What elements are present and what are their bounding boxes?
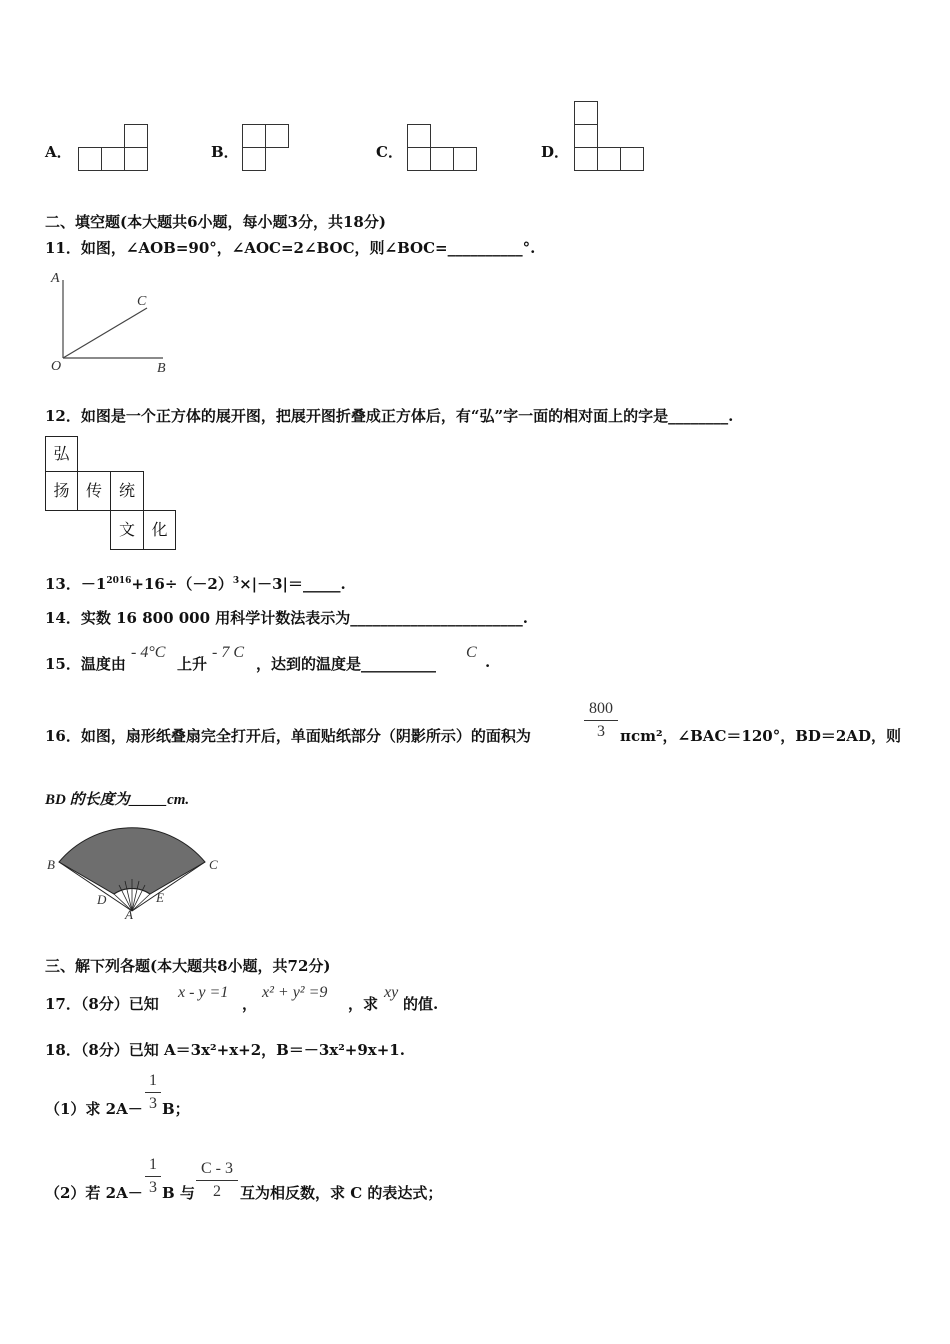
question-11-text: 11．如图，∠AOB=90°，∠AOC=2∠BOC，则∠BOC=__________°. <box>45 239 536 257</box>
question-15-end: . <box>485 653 491 671</box>
fan-figure <box>45 818 225 922</box>
question-13-text: 13．$-1^{2016}+16\div(-2)^3\times|-3|=\_\_\_\_\_$. <box>45 575 346 593</box>
net-cell: 弘 <box>45 436 78 472</box>
option-c-figure <box>407 124 479 172</box>
question-18-sub2-fraction2: C - 3 2 <box>196 1160 238 1201</box>
question-17-part2: ，求 <box>348 995 379 1013</box>
section-3-title: 三、解下列各题(本大题共8小题，共72分) <box>45 957 331 975</box>
point-o-label: O <box>51 359 62 374</box>
section-2-title: 二、填空题(本大题共6小题，每小题3分，共18分) <box>45 213 386 231</box>
option-b-label: B． <box>211 143 239 161</box>
question-15-temp2: - 7 C <box>212 644 244 661</box>
option-c-label: C． <box>376 143 403 161</box>
question-18-text: 18．（8分）已知 A＝3x²+x+2，B＝－3x²+9x+1. <box>45 1041 405 1059</box>
option-d-label: D． <box>541 143 570 161</box>
net-cell: 扬 <box>45 471 78 511</box>
question-16-fraction: 800 3 <box>584 700 618 741</box>
question-17-eq2: x² + y² =9 <box>262 984 328 1001</box>
net-cell: 传 <box>77 471 111 511</box>
fan-label-d: D <box>97 892 107 907</box>
net-cell: 统 <box>110 471 144 511</box>
point-a-label: A <box>51 271 60 286</box>
question-18-sub1-suffix: B； <box>162 1100 190 1118</box>
question-17-part1: 17．（8分）已知 <box>45 995 159 1013</box>
question-18-sub1-fraction: 1 3 <box>145 1072 161 1113</box>
fan-label-c: C <box>209 857 218 872</box>
fan-label-a: A <box>125 907 133 922</box>
question-15-part2: 上升 <box>177 655 208 673</box>
option-d-figure <box>574 101 646 173</box>
question-18-sub2-suffix: 互为相反数，求 C 的表达式； <box>240 1184 443 1202</box>
question-15-part1: 15．温度由 <box>45 655 126 673</box>
question-17-sep: ， <box>242 995 258 1013</box>
question-16-part2: πcm²，∠BAC＝120°，BD＝2AD，则 <box>620 727 901 745</box>
question-18-sub1-prefix: （1）求 2A－ <box>45 1100 143 1118</box>
option-a-figure <box>78 124 150 172</box>
option-a-label: A． <box>45 143 72 161</box>
angle-figure <box>45 270 185 378</box>
question-15-unit: C <box>466 644 477 661</box>
net-cell: 化 <box>143 510 176 550</box>
question-18-sub2-fraction: 1 3 <box>145 1156 161 1197</box>
point-c-label: C <box>137 294 147 309</box>
question-12-text: 12．如图是一个正方体的展开图，把展开图折叠成正方体后，有“弘”字一面的相对面上的字是________. <box>45 407 734 425</box>
question-15-temp1: - 4°C <box>131 644 166 661</box>
question-16-line2: BD 的长度为_____cm. <box>45 792 190 808</box>
fan-label-e: E <box>156 890 164 905</box>
question-17-eq1: x - y =1 <box>178 984 229 1001</box>
question-14-text: 14．实数 16 800 000 用科学计数法表示为_______________________. <box>45 609 528 627</box>
question-18-sub2-prefix: （2）若 2A－ <box>45 1184 143 1202</box>
point-b-label: B <box>157 361 166 376</box>
net-cell: 文 <box>110 510 144 550</box>
question-17-eq3: xy <box>384 984 399 1001</box>
fan-label-b: B <box>47 857 55 872</box>
option-b-figure <box>242 124 292 172</box>
question-16-part1: 16．如图，扇形纸叠扇完全打开后，单面贴纸部分（阴影所示）的面积为 <box>45 727 531 745</box>
question-18-sub2-mid: B 与 <box>162 1184 195 1202</box>
question-17-part3: 的值. <box>403 995 439 1013</box>
question-15-part3: ，达到的温度是__________ <box>256 655 437 673</box>
